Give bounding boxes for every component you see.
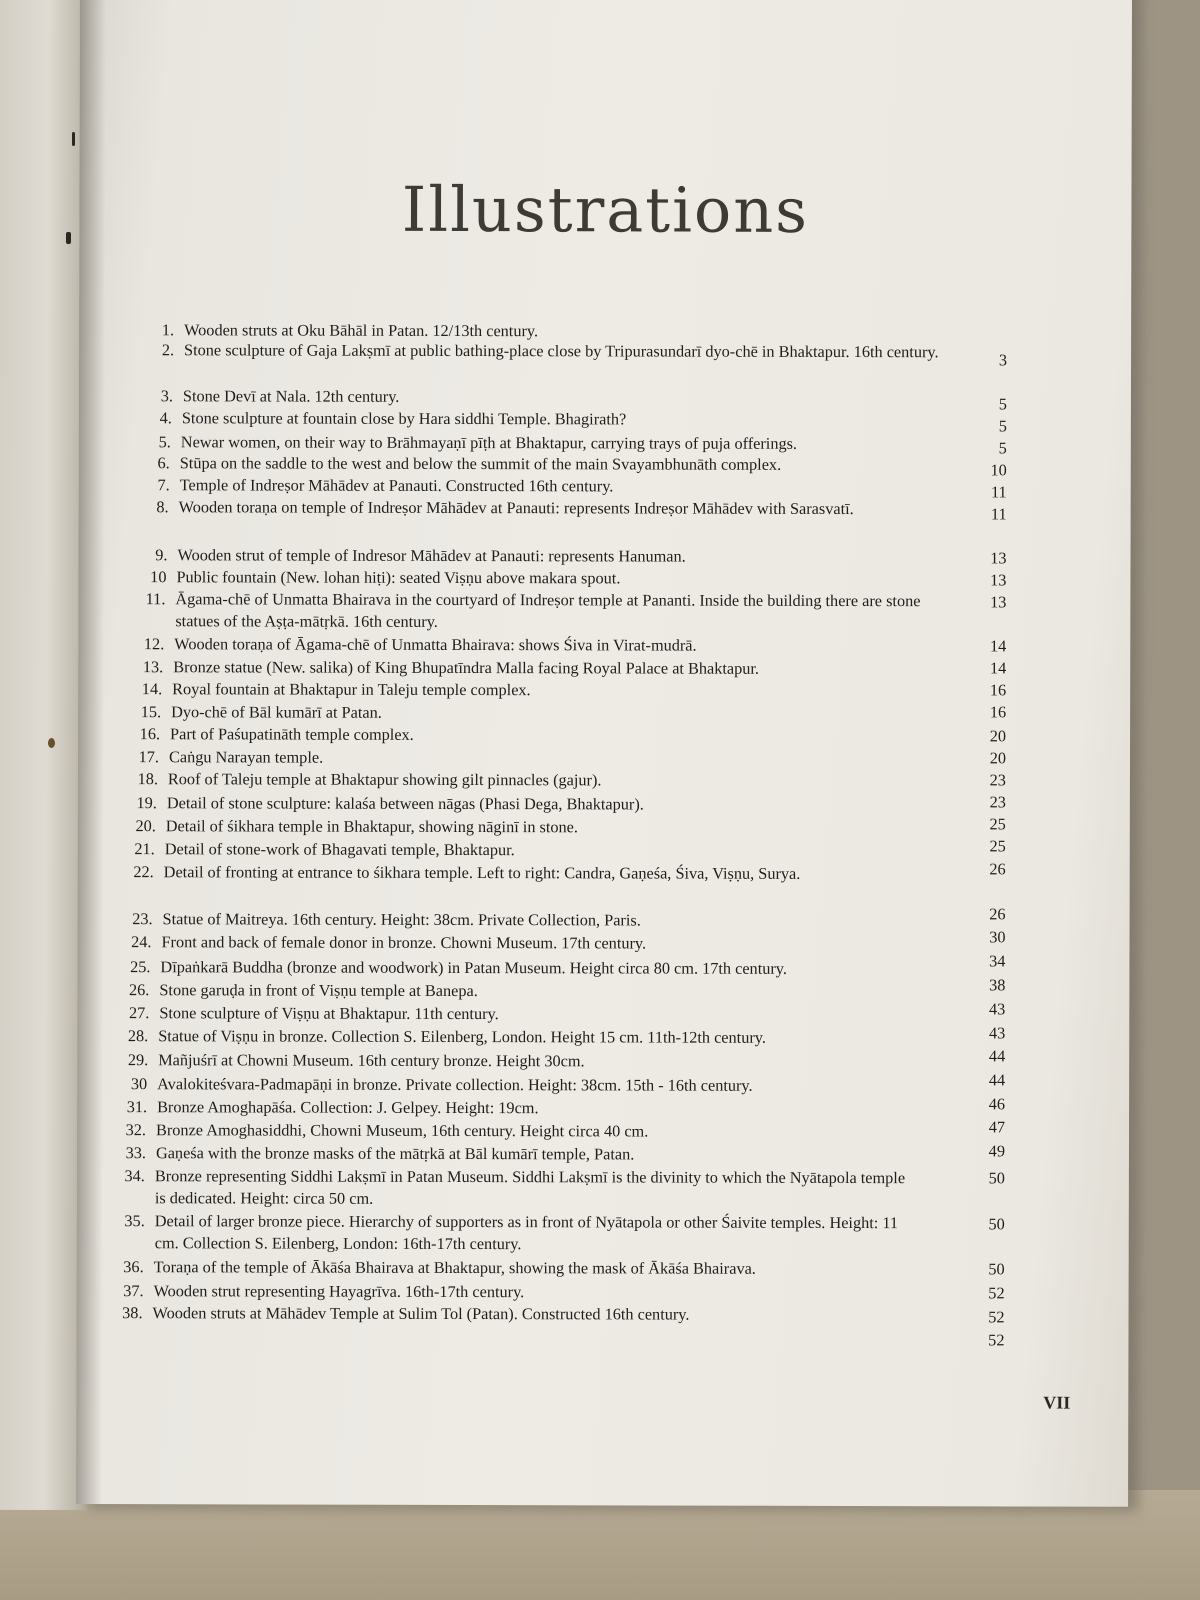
list-item <box>78 633 1130 656</box>
item-page-number: 13 <box>990 592 1007 612</box>
item-page-number: 16 <box>989 680 1007 700</box>
item-caption: Temple of Indreṣor Māhādev at Panauti. Constructed 16th century. <box>179 475 614 496</box>
item-number: 28. <box>127 1026 149 1046</box>
item-number: 30 <box>130 1074 148 1094</box>
item-caption: Avalokiteśvara-Padmapāṇi in bronze. Private collection. Height: 38cm. 15th - 16th century. <box>157 1074 753 1095</box>
item-caption: Wooden struts at Oku Bāhāl in Patan. 12/13th century. <box>184 320 539 341</box>
list-item <box>77 951 1129 978</box>
list-item <box>79 407 1131 436</box>
item-caption: Bronze Amoghapāśa. Collection: J. Gelpey. Height: 19cm. <box>157 1097 539 1118</box>
item-page-number: 44 <box>988 1046 1006 1066</box>
list-item <box>79 339 1131 370</box>
item-page-number: 13 <box>990 548 1007 568</box>
item-caption: Part of Paśupatināth temple complex. <box>170 724 414 744</box>
item-number: 5. <box>158 432 171 452</box>
item-caption: Detail of stone-work of Bhagavati temple, Bhaktapur. <box>164 839 515 860</box>
item-page-number: 50 <box>988 1214 1005 1234</box>
list-item <box>77 1094 1129 1118</box>
item-number: 32. <box>125 1120 147 1140</box>
item-caption: Dīpaṅkarā Buddha (bronze and woodwork) in Patan Museum. Height circa 80 cm. 17th century. <box>160 957 787 978</box>
item-number: 1. <box>161 320 175 340</box>
page-number: VII <box>1043 1392 1071 1413</box>
list-item <box>77 975 1129 1001</box>
item-caption: Wooden strut of temple of Indresor Māhādev at Panauti: represents Hanuman. <box>177 545 686 566</box>
item-number: 22. <box>133 862 154 882</box>
list-item <box>78 588 1130 631</box>
item-number: 9. <box>155 545 168 565</box>
item-number: 13. <box>142 657 164 677</box>
list-item <box>79 319 1131 341</box>
binding-mark <box>48 738 55 748</box>
item-page-number: 5 <box>998 394 1007 414</box>
item-page-number: 50 <box>988 1259 1005 1279</box>
list-item <box>78 723 1130 746</box>
item-caption: Roof of Taleju temple at Bhaktapur showing gilt pinnacles (gajur). <box>167 769 602 790</box>
list-item <box>78 792 1130 814</box>
list-item <box>78 746 1130 768</box>
list-item <box>79 431 1131 458</box>
item-page-number: 25 <box>989 814 1006 834</box>
item-number: 25. <box>130 957 151 977</box>
item-caption: Stūpa on the saddle to the west and below the summit of the main Svayambhunāth complex. <box>179 453 782 474</box>
list-item <box>78 678 1130 700</box>
item-number: 12. <box>143 634 165 654</box>
item-number: 3. <box>160 386 173 406</box>
item-page-number: 11 <box>990 504 1007 524</box>
item-page-number: 38 <box>989 975 1006 995</box>
item-number: 23. <box>132 909 153 929</box>
list-item <box>77 999 1129 1024</box>
list-item <box>77 1210 1129 1254</box>
item-caption: Wooden struts at Māhādev Temple at Sulim Tol (Patan). Constructed 16th century. <box>152 1303 690 1324</box>
item-page-number: 47 <box>988 1117 1006 1137</box>
list-item <box>78 904 1130 930</box>
binding-mark <box>66 232 71 244</box>
item-page-number: 13 <box>990 570 1007 590</box>
item-page-number: 14 <box>989 636 1007 656</box>
item-page-number: 20 <box>989 748 1007 768</box>
item-caption: Stone garuḍa in front of Viṣṇu temple at Banepa. <box>159 980 478 1001</box>
item-number: 21. <box>134 839 155 859</box>
item-caption: Dyo-chē of Bāl kumārī at Patan. <box>171 702 382 722</box>
item-number: 36. <box>123 1257 144 1277</box>
list-item <box>78 701 1130 722</box>
item-caption: Stone sculpture of Gaja Lakṣmī at public bathing-place close by Tripurasundarī dyo-chē in Bhaktapur. 16th century. <box>184 340 939 362</box>
item-number: 8. <box>156 497 169 517</box>
item-page-number: 10 <box>990 460 1007 480</box>
list-item <box>78 859 1130 883</box>
item-number: 26. <box>129 980 150 1000</box>
list-item <box>79 496 1131 524</box>
list-item <box>77 1141 1129 1164</box>
item-caption: Mañjuśrī at Chowni Museum. 16th century bronze. Height 30cm. <box>158 1050 585 1071</box>
item-caption: Bronze Amoghasiddhi, Chowni Museum, 16th century. Height circa 40 cm. <box>155 1120 649 1141</box>
item-page-number: 43 <box>989 999 1006 1019</box>
item-page-number: 25 <box>989 836 1006 856</box>
item-number: 34. <box>124 1166 145 1186</box>
item-page-number: 30 <box>989 927 1006 947</box>
item-page-number: 50 <box>988 1168 1005 1188</box>
item-caption: Detail of fronting at entrance to śikhara temple. Left to right: Candra, Gaṇeśa, Śiva, Viṣṇu, Surya. <box>163 862 801 883</box>
item-page-number: 3 <box>998 350 1008 370</box>
item-caption: Detail of stone sculpture: kalaśa between nāgas (Phasi Dega, Bhaktapur). <box>166 793 644 814</box>
item-number: 33. <box>125 1143 146 1163</box>
item-number: 6. <box>157 453 170 473</box>
item-page-number: 52 <box>988 1330 1005 1350</box>
item-caption: Front and back of female donor in bronze. Chowni Museum. 17th century. <box>161 932 647 953</box>
item-caption: Detail of śikhara temple in Bhaktapur, showing nāginī in stone. <box>165 816 579 837</box>
item-page-number: 23 <box>989 770 1006 790</box>
item-page-number: 5 <box>998 416 1007 436</box>
item-caption: Stone sculpture at fountain close by Hara siddhi Temple. Bhagirath? <box>181 408 627 429</box>
list-item <box>78 768 1130 790</box>
item-page-number: 11 <box>990 482 1007 502</box>
item-page-number: 49 <box>988 1141 1005 1161</box>
item-page-number: 44 <box>988 1070 1006 1090</box>
item-caption: Stone Devī at Nala. 12th century. <box>182 386 400 406</box>
item-caption: Caṅgu Narayan temple. <box>168 747 324 767</box>
illustrations-list <box>79 319 1131 1350</box>
list-item <box>78 927 1130 953</box>
item-page-number: 14 <box>989 658 1007 678</box>
item-caption: Wooden toraṇa on temple of Indreṣor Māhādev at Panauti: represents Indreṣor Māhādev with Sarasvatī. <box>178 497 854 519</box>
item-page-number: 34 <box>989 951 1006 971</box>
item-caption: Wooden toraṇa of Āgama-chē of Unmatta Bhairava: shows Śiva in Virat-mudrā. <box>174 634 697 655</box>
item-number: 7. <box>157 475 170 495</box>
item-number: 24. <box>131 932 152 952</box>
item-page-number: 26 <box>989 859 1006 879</box>
item-number: 15. <box>140 702 162 722</box>
item-caption: Stone sculpture of Viṣṇu at Bhaktapur. 11th century. <box>159 1003 499 1024</box>
item-number: 27. <box>128 1003 150 1023</box>
item-caption: Wooden strut representing Hayagrīva. 16th-17th century. <box>153 1281 525 1302</box>
list-item <box>78 656 1130 678</box>
item-caption: Āgama-chē of Unmatta Bhairava in the courtyard of Indreṣor temple at Pananti. Inside the building there are stone statues of the Aṣṭa-mātṛkā. 16th century. <box>175 589 921 631</box>
item-number: 31. <box>126 1097 148 1117</box>
list-item <box>79 474 1131 502</box>
list-item <box>77 1302 1129 1327</box>
item-caption: Gaṇeśa with the bronze masks of the mātṛkā at Bāl kumārī temple, Patan. <box>155 1143 635 1164</box>
list-item <box>79 544 1131 568</box>
item-number: 11. <box>145 589 166 609</box>
item-page-number: 43 <box>988 1023 1006 1043</box>
list-item <box>77 1165 1129 1208</box>
item-caption: Bronze statue (New. salika) of King Bhupatīndra Malla facing Royal Palace at Bhaktapur. <box>173 657 760 678</box>
list-item <box>79 452 1131 480</box>
item-number: 35. <box>124 1211 145 1231</box>
list-item <box>78 814 1130 837</box>
item-number: 14. <box>141 679 163 699</box>
item-number: 19. <box>136 793 157 813</box>
item-caption: Royal fountain at Bhaktapur in Taleju temple complex. <box>172 679 531 700</box>
item-caption: Toraṇa of the temple of Ākāśa Bhairava at Bhaktapur, showing the mask of Ākāśa Bhairava. <box>153 1257 756 1278</box>
item-page-number: 26 <box>989 904 1006 924</box>
item-caption: Bronze representing Siddhi Lakṣmī in Patan Museum. Siddhi Lakṣmī is the divinity to which the Nyātapola temple is dedicated. Height: circa 50 cm. <box>154 1166 906 1208</box>
item-page-number: 23 <box>989 792 1006 812</box>
item-number: 2. <box>161 340 175 360</box>
item-number: 16. <box>139 724 161 744</box>
item-number: 10 <box>150 567 167 587</box>
item-number: 37. <box>123 1281 144 1301</box>
item-page-number: 20 <box>989 726 1007 746</box>
list-item <box>78 566 1130 590</box>
book-page <box>76 0 1132 1507</box>
item-number: 29. <box>127 1050 149 1070</box>
item-caption: Detail of larger bronze piece. Hierarchy of supporters as in front of Nyātapola or other Śaivite temples. Height: 11 cm. Collection S. Eilenberg, London: 16th-17th century. <box>154 1211 899 1254</box>
list-item <box>78 836 1130 860</box>
item-number: 38. <box>122 1303 143 1323</box>
item-page-number: 46 <box>988 1094 1006 1114</box>
item-caption: Newar women, on their way to Brāhmayaṇī pīṭh at Bhaktapur, carrying trays of puja offerings. <box>180 432 798 453</box>
page-title: Illustrations <box>401 172 810 247</box>
binding-mark <box>72 132 75 146</box>
item-page-number: 52 <box>988 1283 1005 1303</box>
list-item <box>77 1117 1129 1141</box>
item-caption: Statue of Maitreya. 16th century. Height: 38cm. Private Collection, Paris. <box>162 909 641 930</box>
item-number: 4. <box>159 408 172 428</box>
list-item <box>77 1023 1129 1047</box>
list-item <box>77 1046 1129 1071</box>
list-item <box>77 1280 1129 1303</box>
item-page-number: 52 <box>988 1307 1005 1327</box>
item-page-number: 16 <box>989 702 1007 722</box>
list-item <box>77 1256 1129 1279</box>
item-page-number: 5 <box>998 438 1007 458</box>
item-number: 17. <box>138 747 160 767</box>
item-caption: Public fountain (New. lohan hiṭi): seated Viṣṇu above makara spout. <box>176 567 621 588</box>
list-item <box>77 1070 1129 1095</box>
item-number: 20. <box>135 816 156 836</box>
list-item <box>79 385 1131 414</box>
item-number: 18. <box>137 769 158 789</box>
item-caption: Statue of Viṣṇu in bronze. Collection S. Eilenberg, London. Height 15 cm. 11th-12th century. <box>158 1026 766 1047</box>
